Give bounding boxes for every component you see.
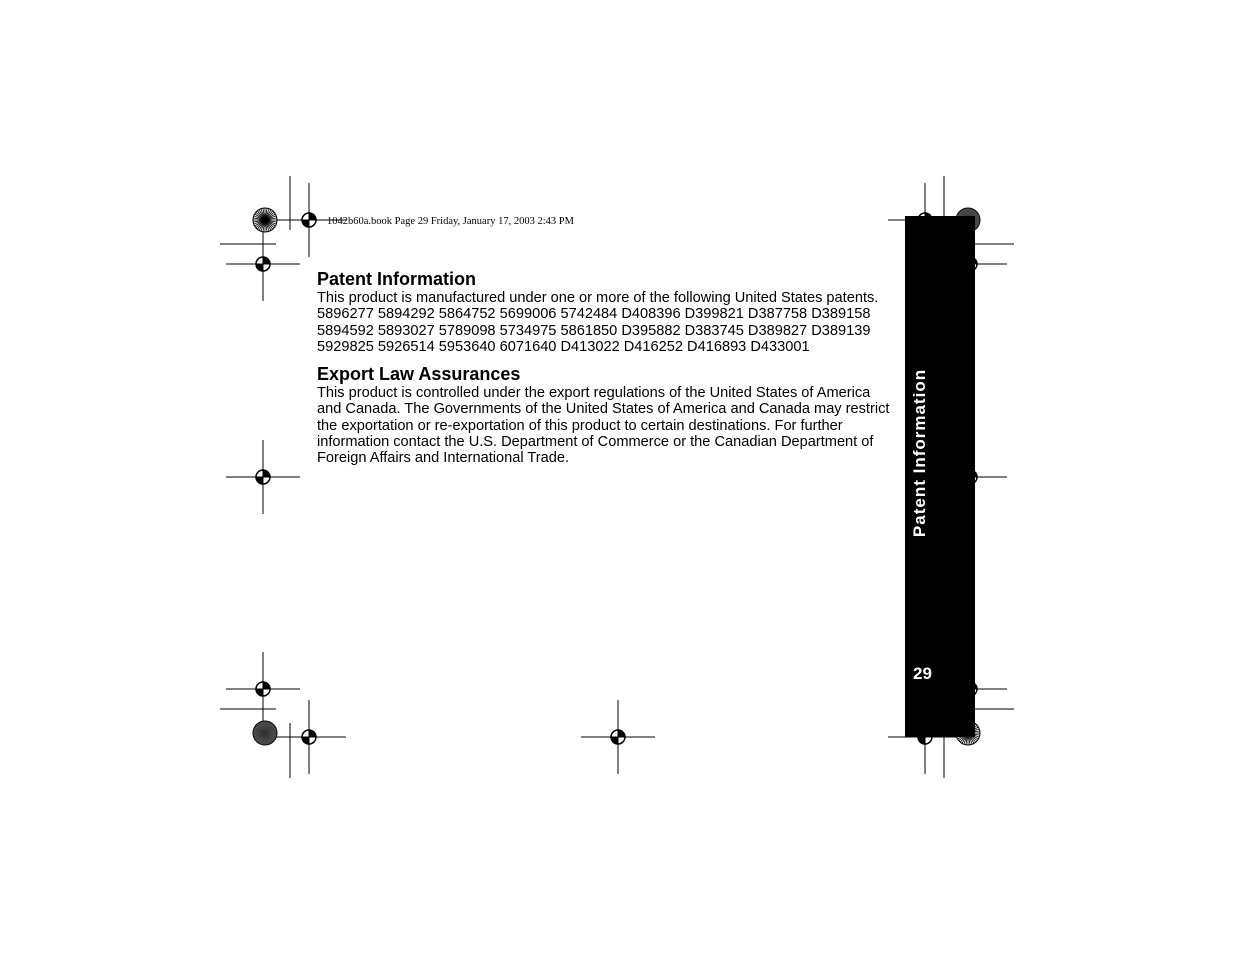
- registration-target: [226, 440, 300, 514]
- registration-target: [226, 652, 300, 726]
- print-slug: 1042b60a.book Page 29 Friday, January 17, 2003 2:43 PM: [327, 216, 574, 227]
- patent-numbers: 5896277 5894292 5864752 5699006 5742484 D408396 D399821 D387758 D389158 5894592 5893027 5789098 5734975 5861850 D395882 D383745 D389827 D389139 5929825 5926514 5953640 6071640 D413022 D416252 D416893 D433001: [317, 306, 871, 355]
- export-text: This product is controlled under the export regulations of the United States of America and Canada. The Governments of the United States of America and Canada may restrict the exportation or re-exportation of this product to certain destinations. For further information contact the U.S. Department of Commerce or the Canadian Department of Foreign Affairs and International Trade.: [317, 385, 890, 467]
- section-heading-patent: Patent Information: [317, 269, 477, 289]
- main-content: [317, 268, 892, 467]
- registration-target: [226, 227, 300, 301]
- star-target: [253, 721, 277, 745]
- registration-target: [581, 700, 655, 774]
- star-target: [253, 208, 277, 232]
- page-number: 29: [913, 664, 932, 683]
- registration-target: [272, 700, 346, 774]
- patent-intro: This product is manufactured under one or more of the following United States patents.: [317, 290, 879, 306]
- section-heading-export: Export Law Assurances: [317, 364, 521, 385]
- chapter-tab-title: Patent Information: [910, 368, 929, 538]
